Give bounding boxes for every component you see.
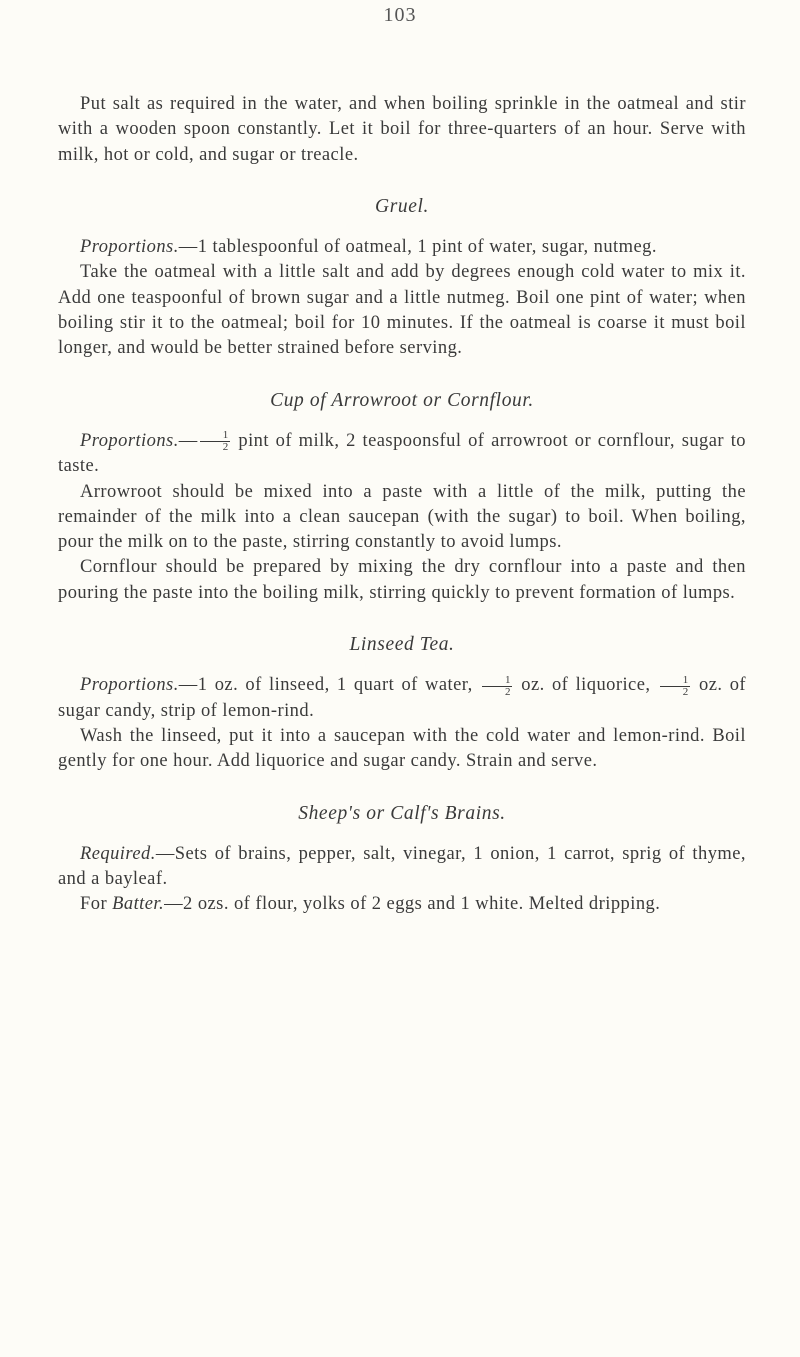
fraction-numerator: 1 (482, 675, 512, 687)
brains-required (58, 842, 746, 893)
brains-required-label: Required. (80, 843, 156, 864)
batter-text: —2 ozs. of flour, yolks of 2 eggs and 1 white. Melted dripping. (164, 894, 661, 915)
linseed-proportions (58, 673, 746, 724)
arrowroot-proportions-dash: — (178, 430, 198, 451)
intro-paragraph: Put salt as required in the water, and when boiling sprinkle in the oatmeal and stir with a wooden spoon constantly. Let it boil for three-quarters of an hour. Serve with milk, hot or cold, and sugar or treacle. (58, 94, 746, 165)
arrowroot-method: Arrowroot should be mixed into a paste with a little of the milk, putting the remainder of the milk into a clean saucepan (with the sugar) to boil. When boiling, pour the milk on to the paste, stirring constantly to avoid lumps. (58, 481, 746, 553)
fraction-denominator: 2 (222, 441, 229, 454)
arrowroot-proportions-label: Proportions. (80, 430, 179, 451)
batter-prefix: For (80, 894, 113, 915)
gruel-proportions (58, 235, 746, 260)
page-number: 103 (383, 4, 417, 26)
fraction-numerator: 1 (200, 430, 230, 442)
linseed-proportions-b: oz. of liquorice, (521, 675, 651, 696)
arrowroot-proportions-text: pint of milk, 2 teaspoonsful of arrowroot or cornflour, sugar to taste. (58, 430, 746, 477)
batter-label: Batter. (112, 894, 165, 915)
half-fraction (482, 675, 512, 698)
fraction-denominator: 2 (682, 685, 689, 698)
brains-required-text: —Sets of brains, pepper, salt, vinegar, 1 onion, 1 carrot, sprig of thyme, and a bayleaf. (58, 843, 746, 890)
brains-batter (58, 892, 746, 917)
gruel-heading: Gruel. (375, 195, 429, 217)
page-content (58, 92, 746, 918)
fraction-denominator: 2 (505, 685, 511, 698)
linseed-proportions-a: —1 oz. of linseed, 1 quart of water, (178, 675, 473, 696)
fraction-numerator: 1 (660, 675, 690, 687)
arrowroot-proportions (58, 429, 746, 480)
linseed-proportions-c: oz. of sugar candy, strip of lemon-rind. (58, 675, 747, 721)
arrowroot-heading: Cup of Arrowroot or Cornflour. (270, 389, 534, 411)
cornflour-method: Cornflour should be prepared by mixing the dry cornflour into a paste and then pouring the paste into the boiling milk, stirring quickly to prevent formation of lumps. (58, 557, 746, 603)
half-fraction (200, 430, 230, 453)
half-fraction (660, 675, 690, 698)
gruel-proportions-text: —1 tablespoonful of oatmeal, 1 pint of water, sugar, nutmeg. (178, 237, 657, 258)
linseed-proportions-label: Proportions. (80, 675, 179, 696)
linseed-method: Wash the linseed, put it into a saucepan with the cold water and lemon-rind. Boil gently for one hour. Add liquorice and sugar candy. Strain and serve. (58, 725, 746, 772)
gruel-proportions-label: Proportions. (80, 237, 179, 258)
linseed-heading: Linseed Tea. (349, 634, 455, 656)
brains-heading: Sheep's or Calf's Brains. (298, 802, 506, 824)
gruel-method: Take the oatmeal with a little salt and add by degrees enough cold water to mix it. Add one teaspoonful of brown sugar and a little nutmeg. Boil one pint of water; when boiling stir it to the oatmeal; boil for 10 minutes. If the oatmeal is coarse it must boil longer, and would be better strained before serving. (58, 262, 746, 359)
